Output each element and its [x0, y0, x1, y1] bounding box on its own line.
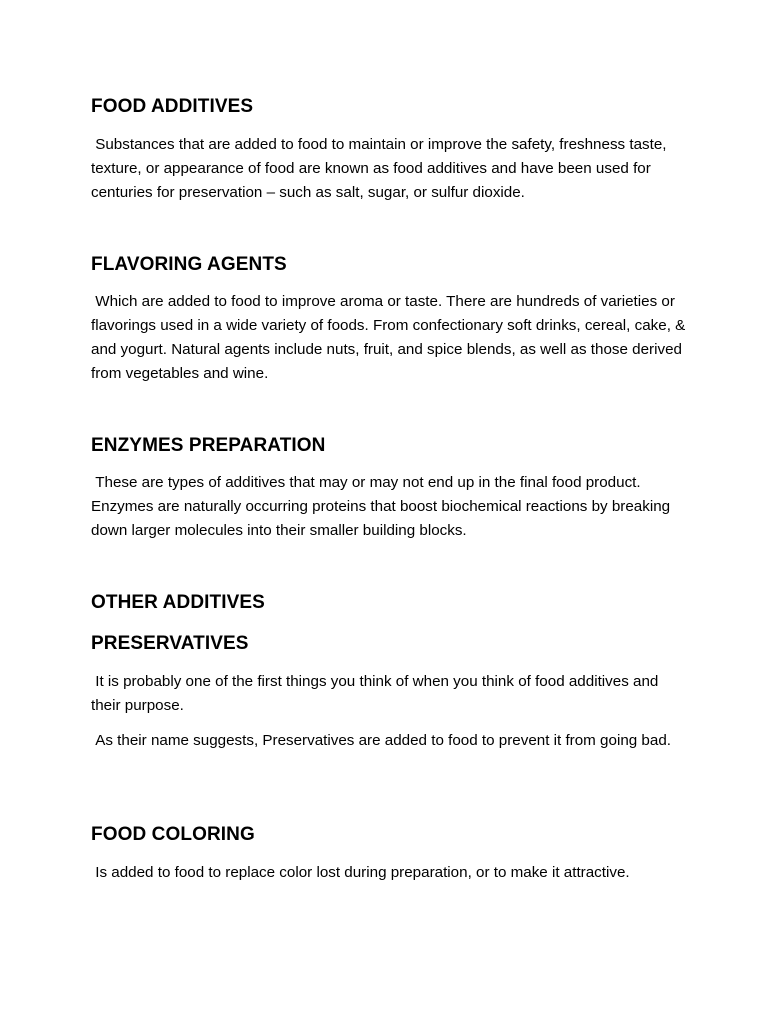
paragraph-enzymes-preparation [91, 471, 691, 543]
paragraph-flavoring-agents-text: Which are added to food to improve aroma or taste. There are hundreds of varieties or flavorings used in a wide variety of foods. From confectionary soft drinks, cereal, cake, & and yogurt. Natural agents include nuts, fruit, and spice blends, as well as those derived from vegetables and wine. [91, 293, 690, 382]
paragraph-preservatives-2 [91, 729, 691, 753]
heading-enzymes-preparation: ENZYMES PREPARATION [91, 435, 326, 456]
paragraph-food-coloring [91, 861, 691, 885]
paragraph-food-additives [91, 133, 691, 205]
section-other-additives [91, 591, 691, 615]
heading-flavoring-agents: FLAVORING AGENTS [91, 254, 287, 275]
paragraph-preservatives-2-text: As their name suggests, Preservatives are added to food to prevent it from going bad. [91, 732, 671, 749]
paragraph-preservatives-1-text: It is probably one of the first things you think of when you think of food additives and their purpose. [91, 673, 663, 714]
section-food-additives [91, 95, 691, 119]
heading-preservatives: PRESERVATIVES [91, 633, 249, 654]
paragraph-flavoring-agents [91, 290, 691, 386]
section-enzymes-preparation [91, 434, 691, 458]
section-flavoring-agents [91, 253, 691, 277]
paragraph-preservatives-1 [91, 670, 691, 718]
paragraph-food-coloring-text: Is added to food to replace color lost during preparation, or to make it attractive. [91, 864, 630, 881]
section-food-coloring [91, 823, 691, 847]
paragraph-food-additives-text: Substances that are added to food to maintain or improve the safety, freshness taste, texture, or appearance of food are known as food additives and have been used for centuries for preservation – such as salt, sugar, or sulfur dioxide. [91, 136, 671, 201]
heading-food-coloring: FOOD COLORING [91, 824, 255, 845]
paragraph-enzymes-preparation-text: These are types of additives that may or may not end up in the final food product. Enzymes are naturally occurring proteins that boost biochemical reactions by breaking down larger molecules into their smaller building blocks. [91, 474, 675, 539]
heading-other-additives: OTHER ADDITIVES [91, 592, 265, 613]
section-preservatives [91, 632, 691, 656]
heading-food-additives: FOOD ADDITIVES [91, 96, 254, 117]
